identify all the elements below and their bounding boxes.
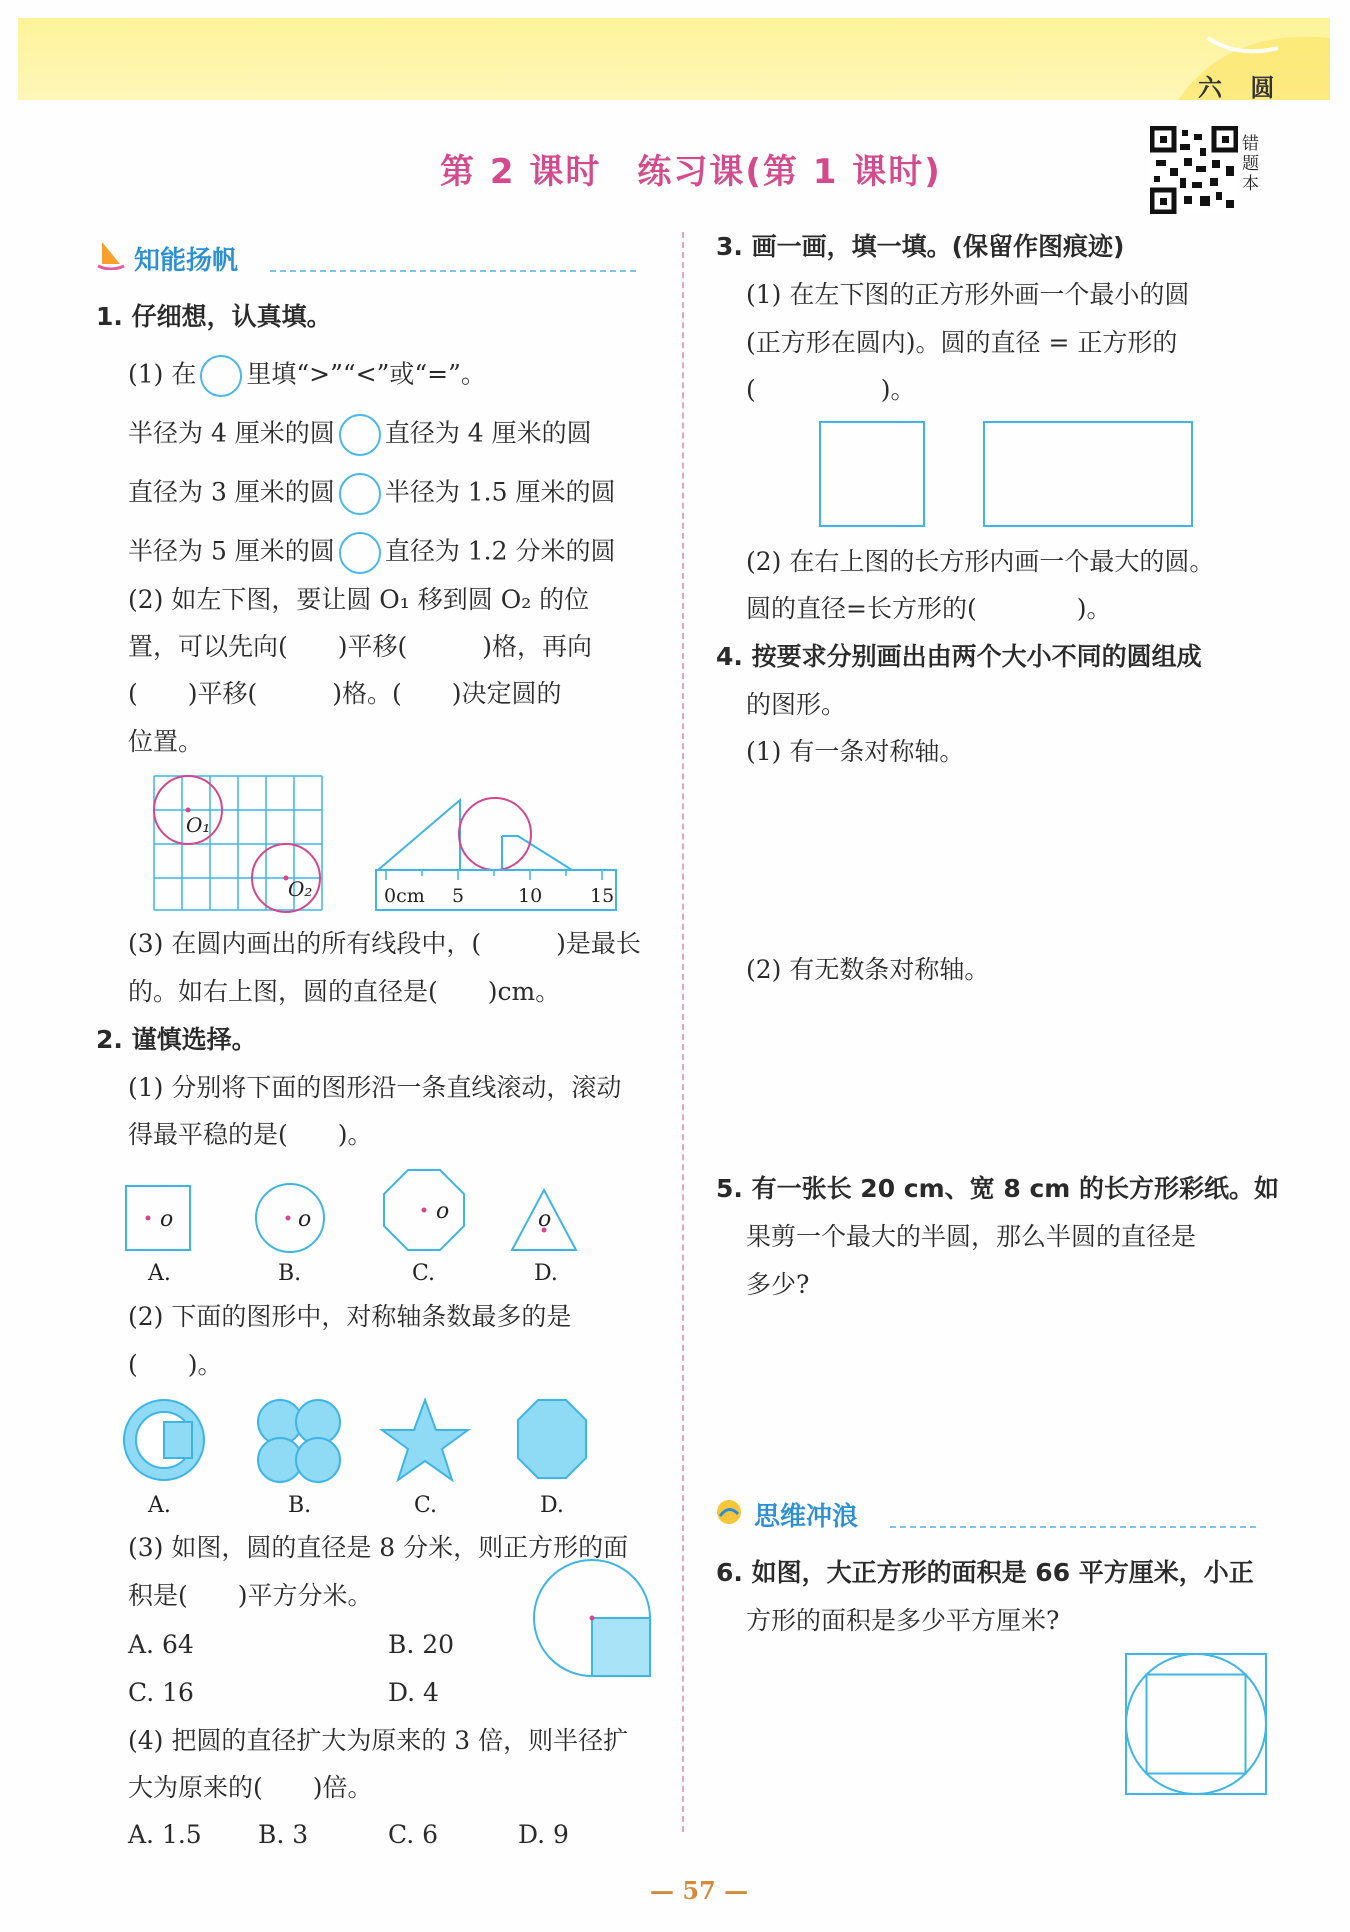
- q2-opt3-d: D. 4: [388, 1678, 439, 1707]
- qr-code-icon[interactable]: [1150, 126, 1238, 214]
- compare-row-1: [128, 414, 592, 456]
- ruler-label-15: 15: [590, 885, 615, 907]
- square-and-rectangle: [818, 420, 1196, 532]
- q1-p3-line2: 的。如右上图，圆的直径是( )cm。: [128, 977, 561, 1006]
- q2-p4-line2: 大为原来的( )倍。: [128, 1773, 373, 1802]
- compare-row-3: [128, 532, 615, 574]
- section-heading-knowledge: 知能扬帆: [134, 246, 239, 276]
- q3-p2-line1: (2) 在右上图的长方形内画一个最大的圆。: [746, 547, 1215, 576]
- q2-p2-line1: (2) 下面的图形中，对称轴条数最多的是: [128, 1302, 572, 1331]
- answer-circle[interactable]: [339, 414, 381, 456]
- center-label-b: o: [298, 1207, 312, 1232]
- compare-left: 半径为 4 厘米的圆: [128, 418, 335, 448]
- o2-label: O₂: [288, 877, 313, 901]
- q1-p2-line3: ( )平移( )格。( )决定圆的: [128, 679, 562, 708]
- q2-p1-line1: (1) 分别将下面的图形沿一条直线滚动，滚动: [128, 1073, 622, 1102]
- q1-p2-line4: 位置。: [128, 727, 204, 756]
- q5-line2: 果剪一个最大的半圆，那么半圆的直径是: [746, 1222, 1197, 1251]
- compare-right: 直径为 1.2 分米的圆: [384, 536, 616, 566]
- chapter-label: 六 圆: [1198, 74, 1285, 102]
- q4-stem-line1: 4. 按要求分别画出由两个大小不同的圆组成: [716, 642, 1202, 671]
- answer-circle[interactable]: [339, 532, 381, 574]
- option-label-d: D.: [540, 1493, 564, 1518]
- compare-right: 半径为 1.5 厘米的圆: [384, 477, 616, 507]
- q6-line2: 方形的面积是多少平方厘米?: [746, 1606, 1060, 1635]
- option-label-a: A.: [148, 1261, 171, 1284]
- q6-line1: 6. 如图，大正方形的面积是 66 平方厘米，小正: [716, 1558, 1254, 1587]
- q1-p1: [128, 355, 486, 397]
- option-label-a: A.: [148, 1493, 171, 1518]
- o1-label: O₁: [186, 813, 211, 837]
- q2-stem: 2. 谨慎选择。: [96, 1025, 257, 1054]
- q4-p2: (2) 有无数条对称轴。: [746, 955, 990, 984]
- symmetry-shapes: [118, 1394, 598, 1520]
- center-label-a: o: [160, 1207, 174, 1232]
- q2-p2-line2: ( )。: [128, 1350, 223, 1379]
- compare-left: 半径为 5 厘米的圆: [128, 536, 335, 566]
- section-heading-thinking: 思维冲浪: [754, 1502, 859, 1532]
- rolling-shapes: [118, 1164, 598, 1284]
- option-label-b: B.: [278, 1261, 302, 1284]
- q3-p2-line2: 圆的直径=长方形的( )。: [746, 594, 1112, 623]
- option-label-c: C.: [412, 1261, 436, 1284]
- q1-p1-text-b: 里填“>”“<”或“=”。: [246, 359, 486, 389]
- header-band: [18, 18, 1330, 100]
- q3-p1-line1: (1) 在左下图的正方形外画一个最小的圆: [746, 280, 1190, 309]
- q2-opt3-c: C. 16: [128, 1678, 194, 1707]
- circle-square-figure: [530, 1556, 656, 1682]
- nested-squares-figure: [1124, 1652, 1270, 1798]
- center-label-d: o: [538, 1207, 552, 1232]
- center-label-c: o: [436, 1199, 450, 1224]
- compare-circle: [200, 355, 242, 397]
- q2-opt4-c: C. 6: [388, 1820, 439, 1849]
- compare-row-2: [128, 473, 615, 515]
- q2-p4-line1: (4) 把圆的直径扩大为原来的 3 倍，则半径扩: [128, 1726, 629, 1755]
- q2-p1-line2: 得最平稳的是( )。: [128, 1120, 373, 1149]
- q2-opt4-a: A. 1.5: [128, 1820, 202, 1849]
- column-divider: [682, 232, 684, 1832]
- q4-stem-line2: 的图形。: [746, 690, 847, 719]
- option-label-d: D.: [534, 1261, 558, 1284]
- ruler-label-0: 0cm: [384, 885, 425, 907]
- compare-right: 直径为 4 厘米的圆: [384, 418, 592, 448]
- q2-opt4-b: B. 3: [258, 1820, 309, 1849]
- q2-opt3-b: B. 20: [388, 1630, 455, 1659]
- answer-circle[interactable]: [339, 473, 381, 515]
- q5-line1: 5. 有一张长 20 cm、宽 8 cm 的长方形彩纸。如: [716, 1174, 1280, 1203]
- option-label-b: B.: [288, 1493, 312, 1518]
- q3-p1-line2: (正方形在圆内)。圆的直径 = 正方形的: [746, 328, 1178, 357]
- wave-icon: [714, 1496, 744, 1528]
- q5-line3: 多少?: [746, 1270, 810, 1299]
- q1-p2-line2: 置，可以先向( )平移( )格，再向: [128, 632, 593, 661]
- section-underline: [270, 270, 636, 272]
- page-number: — 57 —: [650, 1876, 749, 1905]
- page-title: 第 2 课时 练习课(第 1 课时): [440, 152, 942, 192]
- q3-stem: 3. 画一画，填一填。(保留作图痕迹): [716, 232, 1125, 261]
- q2-opt4-d: D. 9: [518, 1820, 569, 1849]
- q1-p1-text-a: (1) 在: [128, 359, 197, 389]
- ruler-label-10: 10: [518, 885, 543, 907]
- q1-p2-line1: (2) 如左下图，要让圆 O₁ 移到圆 O₂ 的位: [128, 585, 590, 614]
- q3-p1-line3: ( )。: [746, 375, 916, 404]
- q1-p3-line1: (3) 在圆内画出的所有线段中，( )是最长: [128, 929, 641, 958]
- sail-icon: [96, 238, 126, 270]
- grid-figure: [152, 774, 326, 914]
- compare-left: 直径为 3 厘米的圆: [128, 477, 335, 507]
- ruler-label-5: 5: [452, 885, 465, 907]
- q4-p1: (1) 有一条对称轴。: [746, 737, 965, 766]
- q2-p3-line2: 积是( )平方分米。: [128, 1581, 373, 1610]
- section-underline-2: [890, 1526, 1256, 1528]
- q2-opt3-a: A. 64: [128, 1630, 194, 1659]
- qr-label: 错题本: [1242, 134, 1259, 194]
- option-label-c: C.: [414, 1493, 438, 1518]
- q2-p3-line1: (3) 如图，圆的直径是 8 分米，则正方形的面: [128, 1533, 629, 1562]
- ruler-figure: [372, 766, 622, 916]
- q1-stem: 1. 仔细想，认真填。: [96, 302, 332, 331]
